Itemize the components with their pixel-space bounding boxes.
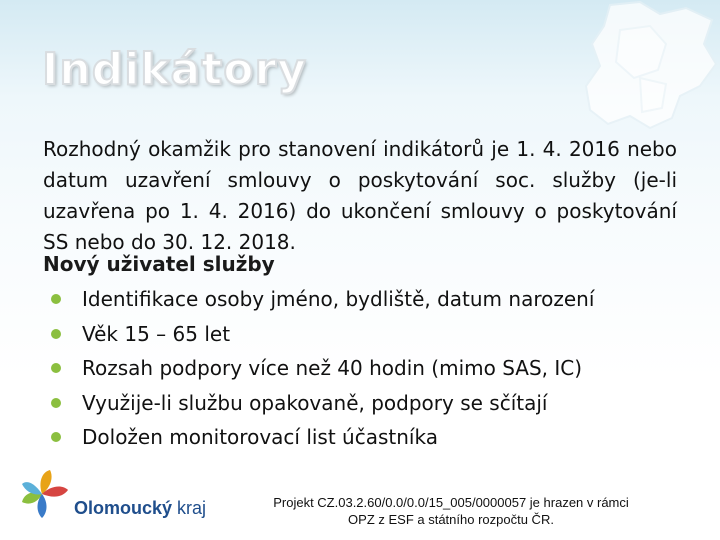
list-item-text: Rozsah podpory více než 40 hodin (mimo SAS, IC) [82, 356, 583, 381]
olomoucky-kraj-logo [20, 468, 207, 524]
list-item [43, 420, 594, 455]
list-item [43, 351, 594, 386]
intro-paragraph: Rozhodný okamžik pro stanovení indikátorů je 1. 4. 2016 nebo datum uzavření smlouvy o poskytování soc. služby (je-li uzavřena po 1. 4. 2016) do ukončení smlouvy o poskytování SS nebo do 30. 12. 2018. [43, 137, 677, 254]
footer-line-2: OPZ z ESF a státního rozpočtu ČR. [348, 512, 554, 527]
list-item-text: Identifikace osoby jméno, bydliště, datum narození [82, 287, 595, 312]
logo-wordmark [74, 498, 206, 519]
section-heading: Nový uživatel služby [43, 252, 275, 276]
list-item [43, 386, 594, 421]
bullet-icon [51, 398, 61, 408]
project-footer [255, 494, 647, 528]
footer-line-1: Projekt CZ.03.2.60/0.0/0.0/15_005/0000057 je hrazen v rámci [273, 495, 629, 510]
region-map-watermark [490, 0, 720, 150]
list-item [43, 317, 594, 352]
bullet-icon [51, 363, 61, 373]
logo-petals-icon [20, 468, 76, 524]
list-item-text: Věk 15 – 65 let [82, 321, 231, 346]
bullet-icon [51, 329, 61, 339]
bullet-icon [51, 294, 61, 304]
logo-name-bold: Olomoucký [74, 498, 173, 518]
bullet-list [43, 282, 594, 455]
slide-title: Indikátory [42, 44, 307, 95]
list-item-text: Doložen monitorovací list účastníka [82, 425, 438, 450]
list-item [43, 282, 594, 317]
logo-name-regular: kraj [172, 498, 207, 518]
bullet-icon [51, 432, 61, 442]
list-item-text: Využije-li službu opakovaně, podpory se sčítají [82, 390, 548, 415]
